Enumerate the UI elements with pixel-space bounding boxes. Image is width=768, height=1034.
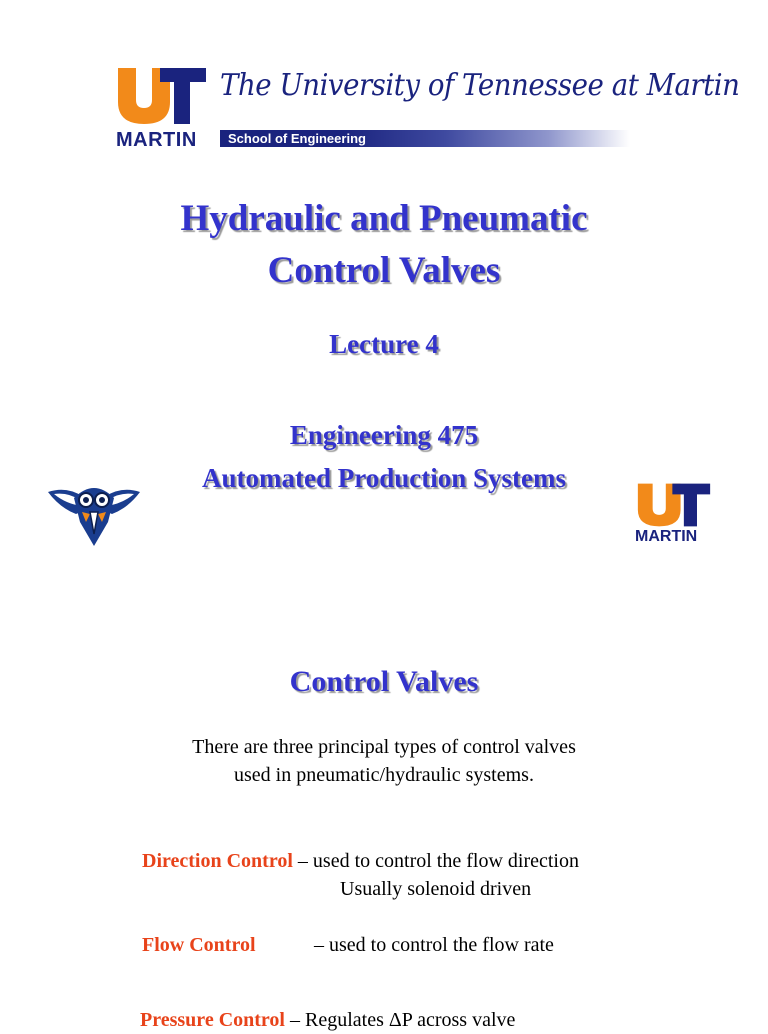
course-number: Engineering 475 bbox=[289, 420, 479, 450]
desc-direction-note: Usually solenoid driven bbox=[340, 878, 532, 900]
intro-paragraph bbox=[0, 733, 768, 789]
term-flow: Flow Control bbox=[142, 934, 256, 956]
term-direction: Direction Control bbox=[142, 850, 293, 872]
desc-flow: – used to control the flow rate bbox=[314, 934, 554, 956]
lecture-label: Lecture 4 bbox=[329, 329, 439, 359]
term-pressure: Pressure Control bbox=[140, 1009, 285, 1031]
intro-line: used in pneumatic/hydraulic systems. bbox=[234, 764, 534, 786]
course-name: Automated Production Systems bbox=[202, 463, 566, 493]
martin-wordmark-small: MARTIN bbox=[635, 528, 698, 545]
definition-pressure bbox=[140, 1006, 515, 1034]
slide-title-line2: Control Valves bbox=[267, 250, 501, 291]
intro-line: There are three principal types of control valves bbox=[192, 736, 576, 758]
school-banner bbox=[220, 130, 630, 147]
desc-pressure: – Regulates ΔP across valve bbox=[285, 1009, 516, 1031]
skyhawk-mascot-icon bbox=[46, 478, 142, 548]
school-name: School of Engineering bbox=[228, 131, 366, 146]
definition-direction bbox=[142, 847, 579, 875]
section-title: Control Valves bbox=[289, 665, 479, 698]
university-header bbox=[116, 66, 740, 152]
ut-martin-logo bbox=[633, 482, 717, 548]
slide-title-line1: Hydraulic and Pneumatic bbox=[180, 198, 588, 239]
martin-wordmark: MARTIN bbox=[116, 129, 197, 151]
ut-logo-icon bbox=[116, 66, 208, 126]
desc-direction: – used to control the flow direction bbox=[292, 850, 579, 872]
university-name: The University of Tennessee at Martin bbox=[220, 68, 740, 103]
ut-logo-small-icon bbox=[635, 482, 713, 528]
